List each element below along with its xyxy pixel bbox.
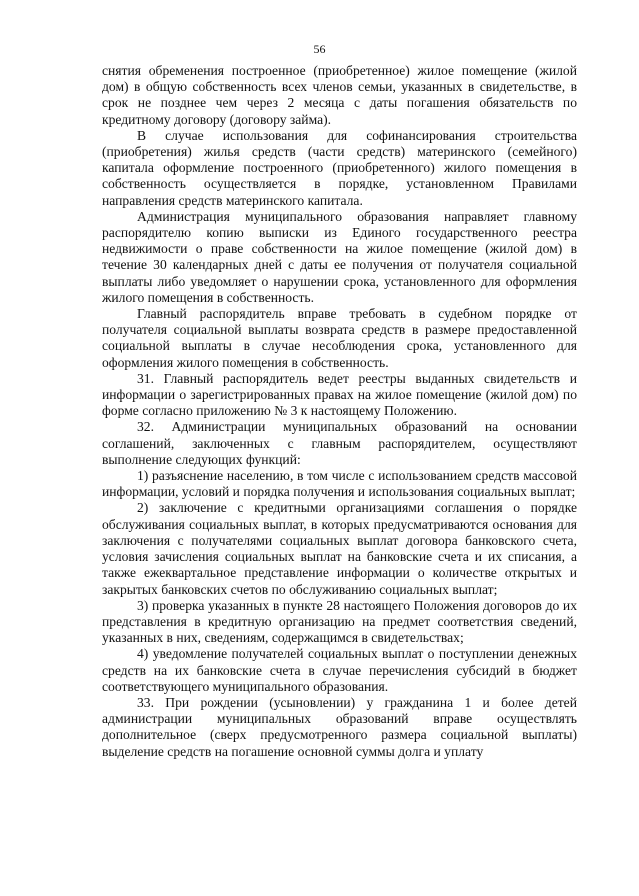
paragraph-court-recovery: Главный распорядитель вправе требовать в судебном порядке от получателя социальной выплаты возврата средств в размере предоставленной социальной выплаты в случае несоблюдения срока, установленного для оформления жилого помещения в собственность. [102, 306, 577, 370]
list-item-4: 4) уведомление получателей социальных выплат о поступлении денежных средств на их банковские счета в случае перечисления субсидий в бюджет соответствующего муниципального образования. [102, 646, 577, 694]
body-text [102, 63, 577, 760]
paragraph-maternity-capital: В случае использования для софинансирования строительства (приобретения) жилья средств (части средств) материнского (семейного) капитала оформление построенного (приобретенного) жилого помещения в собственность осуществляется в порядке, установленном Правилами направления средств материнского капитала. [102, 127, 577, 208]
page-number: 56 [313, 42, 326, 56]
list-item-3: 3) проверка указанных в пункте 28 настоящего Положения договоров до их представления в кредитную организацию на предмет соответствия сведений, указанных в них, сведениям, содержащимся в свидетельствах; [102, 597, 577, 646]
list-item-1: 1) разъяснение населению, в том числе с использованием средств массовой информации, условий и порядка получения и использования социальных выплат; [102, 468, 577, 500]
paragraph-item-33: 33. При рождении (усыновлении) у гражданина 1 и более детей администрации муниципальных образований вправе осуществлять дополнительное (сверх предусмотренного размера социальной выплаты) выделение средств на погашение основной суммы долга и уплату [102, 694, 577, 759]
paragraph-administration-extract: Администрация муниципального образования направляет главному распорядителю копию выписки из Единого государственного реестра недвижимости о праве собственности на жилое помещение (жилой дом) в течение 30 календарных дней с даты ее получения от получателя социальной выплаты либо уведомляет о нарушении срока, установленного для оформления жилого помещения в собственность. [102, 208, 577, 305]
list-item-2: 2) заключение с кредитными организациями соглашения о порядке обслуживания социальных выплат, в которых предусматриваются основания для заключения с получателями социальных выплат договора банковского счета, условия зачисления социальных выплат на банковские счета и их списания, а также ежеквартальное представление информации о количестве открытых и закрытых банковских счетов по обслуживанию социальных выплат; [102, 500, 577, 597]
paragraph-item-31: 31. Главный распорядитель ведет реестры выданных свидетельств и информации о зарегистрированных правах на жилое помещение (жилой дом) по форме согласно приложению № 3 к настоящему Положению. [102, 370, 577, 419]
paragraph-item-32: 32. Администрации муниципальных образований на основании соглашений, заключенных с главным распорядителем, осуществляют выполнение следующих функций: [102, 419, 577, 467]
paragraph-continuation: снятия обременения построенное (приобретенное) жилое помещение (жилой дом) в общую собственность всех членов семьи, указанных в свидетельстве, в срок не позднее чем через 2 месяца с даты погашения обязательств по кредитному договору (договору займа). [102, 63, 577, 127]
